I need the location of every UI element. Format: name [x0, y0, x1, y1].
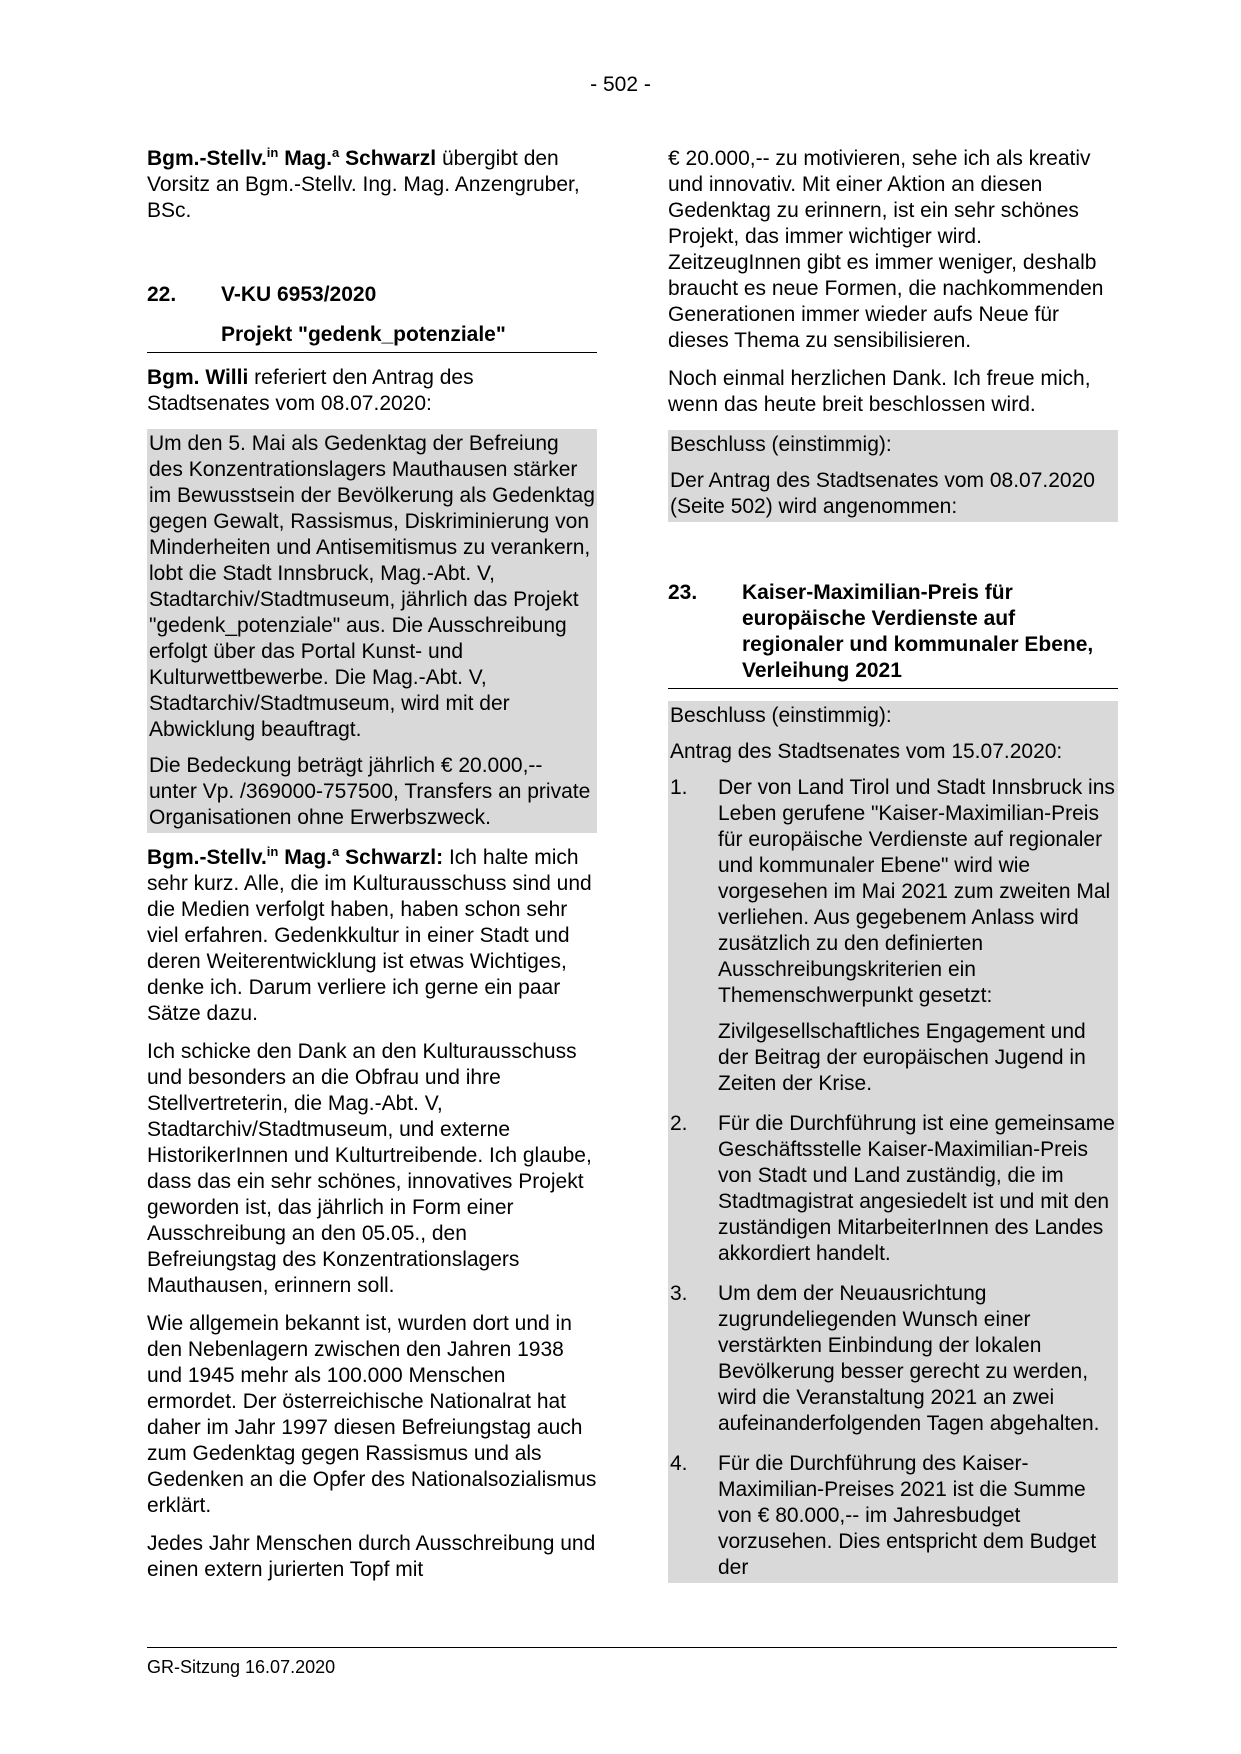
- resolution-label: Beschluss (einstimmig):: [670, 433, 892, 456]
- agenda-title: Kaiser-Maximilian-Preis für europäische Verdienste auf regionaler und kommunaler Ebene, Verleihung 2021: [742, 581, 1094, 682]
- speech-paragraph: Jedes Jahr Menschen durch Ausschreibung und einen extern jurierten Topf mit: [147, 1532, 596, 1581]
- agenda-number: 23.: [668, 581, 698, 604]
- resolution-box: [668, 430, 1118, 522]
- motion-funding-paragraph: Die Bedeckung beträgt jährlich € 20.000,-- unter Vp. /369000-757500, Transfers an private Organisationen ohne Erwerbszweck.: [149, 754, 591, 829]
- motion-text-box: [147, 429, 597, 833]
- speech-paragraph: Ich schicke den Dank an den Kulturausschuss und besonders an die Obfrau und ihre Stellvertreterin, die Mag.-Abt. V, Stadtarchiv/Stadtmuseum, und externe HistorikerInnen und Kulturtreibende. Ich glaube, dass das ein sehr schönes, innovatives Projekt geworden ist, das jährlich in Form einer Ausschreibung an den 05.05., den Befreiungstag des Konzentrationslagers Mauthausen, erinnern soll.: [147, 1040, 592, 1297]
- left-column: [147, 146, 597, 1595]
- agenda-item-22: [147, 282, 597, 353]
- list-item: 2. Für die Durchführung ist eine gemeinsame Geschäftsstelle Kaiser-Maximilian-Preis von Stadt und Land zuständig, die im Stadtmagistrat angesiedelt ist und mit den zuständigen MitarbeiterInnen des Landes akkordiert handelt.: [670, 1112, 1115, 1265]
- page-number: - 502 -: [590, 73, 651, 96]
- agenda-title: Projekt "gedenk_potenziale": [221, 323, 506, 346]
- list-item: 3. Um dem der Neuausrichtung zugrundeliegenden Wunsch einer verstärkten Einbindung der lokalen Bevölkerung besser gerecht zu werden, wird die Veranstaltung 2021 an zwei aufeinanderfolgenden Tagen abgehalten.: [670, 1282, 1100, 1435]
- agenda-code: V-KU 6953/2020: [221, 283, 377, 306]
- list-item: 4. Für die Durchführung des Kaiser-Maximilian-Preises 2021 ist die Summe von € 80.000,-- im Jahresbudget vorzusehen. Dies entspricht dem Budget der: [670, 1452, 1097, 1579]
- footer-text: GR-Sitzung 16.07.2020: [147, 1657, 336, 1677]
- right-column: [668, 146, 1118, 1595]
- list-item: 1. Der von Land Tirol und Stadt Innsbruck ins Leben gerufene "Kaiser-Maximilian-Preis für europäische Verdienste auf regionaler und kommunaler Ebene" wird wie vorgesehen im Mai 2021 zum zweiten Mal verliehen. Aus gegebenem Anlass wird zusätzlich zu den definierten Ausschreibungskriterien ein Themenschwerpunkt gesetzt: Zivilgesellschaftliches Engagement und der Beitrag der europäischen Jugend in Zeiten der Krise.: [670, 776, 1115, 1095]
- speech-continuation-paragraph: € 20.000,-- zu motivieren, sehe ich als kreativ und innovativ. Mit einer Aktion an diesen Gedenktag zu erinnern, ist ein sehr schönes Projekt, das immer wichtiger wird. ZeitzeugInnen gibt es immer weniger, deshalb braucht es neue Formen, die nachkommenden Generationen immer wieder aufs Neue für dieses Thema zu sensibilisieren.: [668, 147, 1104, 352]
- speech-paragraph: Bgm.-Stellv.$^{in}$ Mag.$^a$ Schwarzl: Ich halte mich sehr kurz. Alle, die im Kulturausschuss sind und die Medien verfolgt haben, haben schon sehr viel erfahren. Gedenkkultur in einer Stadt und deren Weiterentwicklung ist etwas Wichtiges, denke ich. Darum verliere ich gerne ein paar Sätze dazu.: [147, 844, 592, 1025]
- resolution-text: Der Antrag des Stadtsenates vom 08.07.2020 (Seite 502) wird angenommen:: [670, 469, 1095, 518]
- resolution-label: Beschluss (einstimmig):: [670, 704, 892, 727]
- referral-paragraph: Bgm. Willi referiert den Antrag des Stadtsenates vom 08.07.2020:: [147, 366, 474, 415]
- list-item-subtext: Zivilgesellschaftliches Engagement und der Beitrag der europäischen Jugend in Zeiten der Krise.: [718, 1020, 1086, 1095]
- footer-divider: [147, 1647, 1117, 1648]
- agenda-number: 22.: [147, 283, 177, 306]
- motion-intro: Antrag des Stadtsenates vom 15.07.2020:: [670, 740, 1063, 763]
- resolution-box: [668, 701, 1118, 1583]
- speech-paragraph: Wie allgemein bekannt ist, wurden dort und in den Nebenlagern zwischen den Jahren 1938 und 1945 mehr als 100.000 Menschen ermordet. Der österreichische Nationalrat hat daher im Jahr 1997 diesen Befreiungstag auch zum Gedenktag gegen Rassismus und als Gedenken an die Opfer des Nationalsozialismus erklärt.: [147, 1312, 597, 1517]
- resolution-list: [670, 775, 1116, 1581]
- motion-paragraph: Um den 5. Mai als Gedenktag der Befreiung des Konzentrationslagers Mauthausen stärker im Bewusstsein der Bevölkerung als Gedenktag gegen Gewalt, Rassismus, Diskriminierung von Minderheiten und Antisemitismus zu verankern, lobt die Stadt Innsbruck, Mag.-Abt. V, Stadtarchiv/Stadtmuseum, jährlich das Projekt "gedenk_potenziale" aus. Die Ausschreibung erfolgt über das Portal Kunst- und Kulturwettbewerbe. Die Mag.-Abt. V, Stadtarchiv/Stadtmuseum, wird mit der Abwicklung beauftragt.: [149, 432, 595, 741]
- agenda-item-23: [668, 580, 1118, 689]
- chair-handover-paragraph: Bgm.-Stellv.$^{in}$ Mag.$^a$ Schwarzl übergibt den Vorsitz an Bgm.-Stellv. Ing. Mag. Anzengruber, BSc.: [147, 145, 580, 222]
- speech-closing-paragraph: Noch einmal herzlichen Dank. Ich freue mich, wenn das heute breit beschlossen wird.: [668, 367, 1091, 416]
